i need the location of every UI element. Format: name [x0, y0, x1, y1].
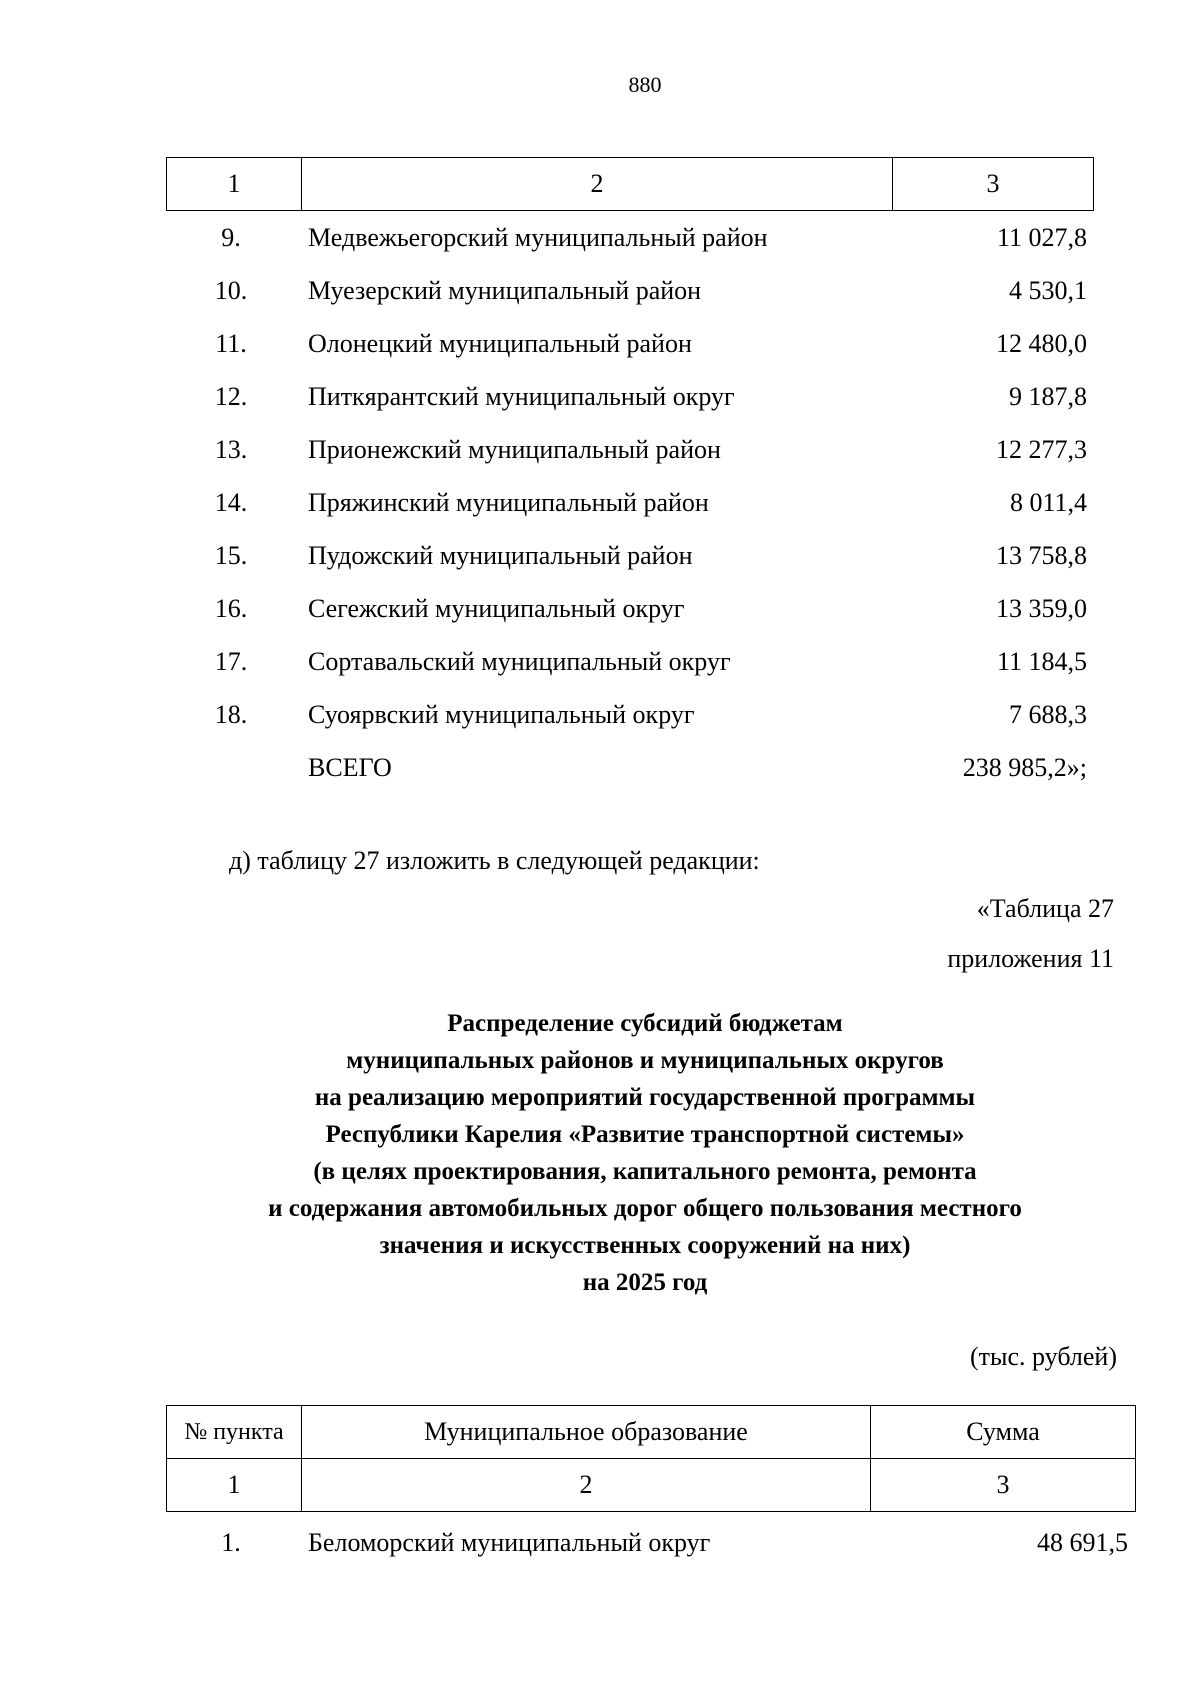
row-value: 12 480,0: [996, 329, 1087, 358]
row-number: 1.: [221, 1528, 241, 1557]
row-value: 13 758,8: [996, 541, 1087, 570]
table-row: [0, 271, 1200, 311]
table-row: [0, 324, 1200, 364]
row-name: Олонецкий муниципальный район: [308, 329, 692, 358]
title-line: и содержания автомобильных дорог общего пользования местного: [268, 1195, 1022, 1222]
table-row: [0, 218, 1200, 258]
amendment-paragraph: д) таблицу 27 изложить в следующей редакции:: [229, 846, 760, 875]
table-row: [0, 589, 1200, 629]
table-ref-line2: приложения 11: [947, 944, 1114, 973]
row-number: 14.: [214, 488, 248, 517]
row-name: Сортавальский муниципальный округ: [308, 647, 731, 676]
row-value: 48 691,5: [1037, 1528, 1128, 1557]
row-number: 12.: [214, 382, 248, 411]
row-number: 18.: [214, 700, 248, 729]
title-line: на 2025 год: [582, 1269, 708, 1296]
row-value: 8 011,4: [1009, 488, 1087, 517]
table-total-row: [0, 748, 1200, 788]
title-line: Распределение субсидий бюджетам: [447, 1010, 843, 1037]
row-name: Медвежьегорский муниципальный район: [308, 223, 768, 252]
table2-col-3: 3: [871, 1459, 1136, 1512]
title-line: Республики Карелия «Развитие транспортной системы»: [325, 1121, 965, 1148]
table1-header: [166, 157, 1094, 211]
table2-col-1: 1: [167, 1459, 302, 1512]
row-number: 17.: [214, 647, 248, 676]
row-name: Пряжинский муниципальный район: [308, 488, 709, 517]
row-name: Суоярвский муниципальный округ: [308, 700, 695, 729]
row-value: 13 359,0: [996, 594, 1087, 623]
table2-header: [166, 1405, 1136, 1512]
header-sum: Сумма: [871, 1406, 1136, 1459]
header-municipality: Муниципальное образование: [302, 1406, 871, 1459]
row-number: 13.: [214, 435, 248, 464]
title-line: (в целях проектирования, капитального ремонта, ремонта: [313, 1158, 977, 1185]
page-number: 880: [628, 72, 662, 97]
table-row: [0, 483, 1200, 523]
header-item-number: № пункта: [167, 1406, 302, 1459]
row-number: 10.: [214, 276, 248, 305]
table-row: [0, 1523, 1200, 1563]
row-number: 11.: [215, 329, 247, 358]
table1-col-2: 2: [302, 158, 893, 211]
table1-col-1: 1: [167, 158, 302, 211]
table-row: [0, 642, 1200, 682]
row-value: 12 277,3: [996, 435, 1087, 464]
row-name: Пудожский муниципальный район: [308, 541, 693, 570]
row-number: 15.: [214, 541, 248, 570]
row-name: Беломорский муниципальный округ: [308, 1528, 711, 1557]
total-label: ВСЕГО: [308, 753, 392, 782]
row-name: Муезерский муниципальный район: [308, 276, 702, 305]
table-row: [0, 536, 1200, 576]
title-line: муниципальных районов и муниципальных округов: [346, 1047, 944, 1074]
row-value: 9 187,8: [1009, 382, 1087, 411]
title-line: на реализацию мероприятий государственной программы: [314, 1084, 976, 1111]
table-row: [0, 377, 1200, 417]
table1-col-3: 3: [893, 158, 1094, 211]
row-number: 16.: [214, 594, 248, 623]
row-value: 4 530,1: [1009, 276, 1087, 305]
table-title: [0, 1005, 1200, 1301]
total-value: 238 985,2»;: [962, 753, 1087, 782]
table-ref-line1: «Таблица 27: [976, 894, 1114, 923]
row-name: Питкярантский муниципальный округ: [308, 382, 735, 411]
units-label: (тыс. рублей): [969, 1342, 1117, 1371]
row-value: 7 688,3: [1009, 700, 1087, 729]
row-value: 11 184,5: [996, 647, 1087, 676]
table-row: [0, 695, 1200, 735]
row-name: Сегежский муниципальный округ: [308, 594, 685, 623]
row-name: Прионежский муниципальный район: [308, 435, 721, 464]
table-row: [0, 430, 1200, 470]
table2-col-2: 2: [302, 1459, 871, 1512]
row-value: 11 027,8: [996, 223, 1087, 252]
title-line: значения и искусственных сооружений на них): [379, 1232, 911, 1259]
row-number: 9.: [221, 223, 241, 252]
